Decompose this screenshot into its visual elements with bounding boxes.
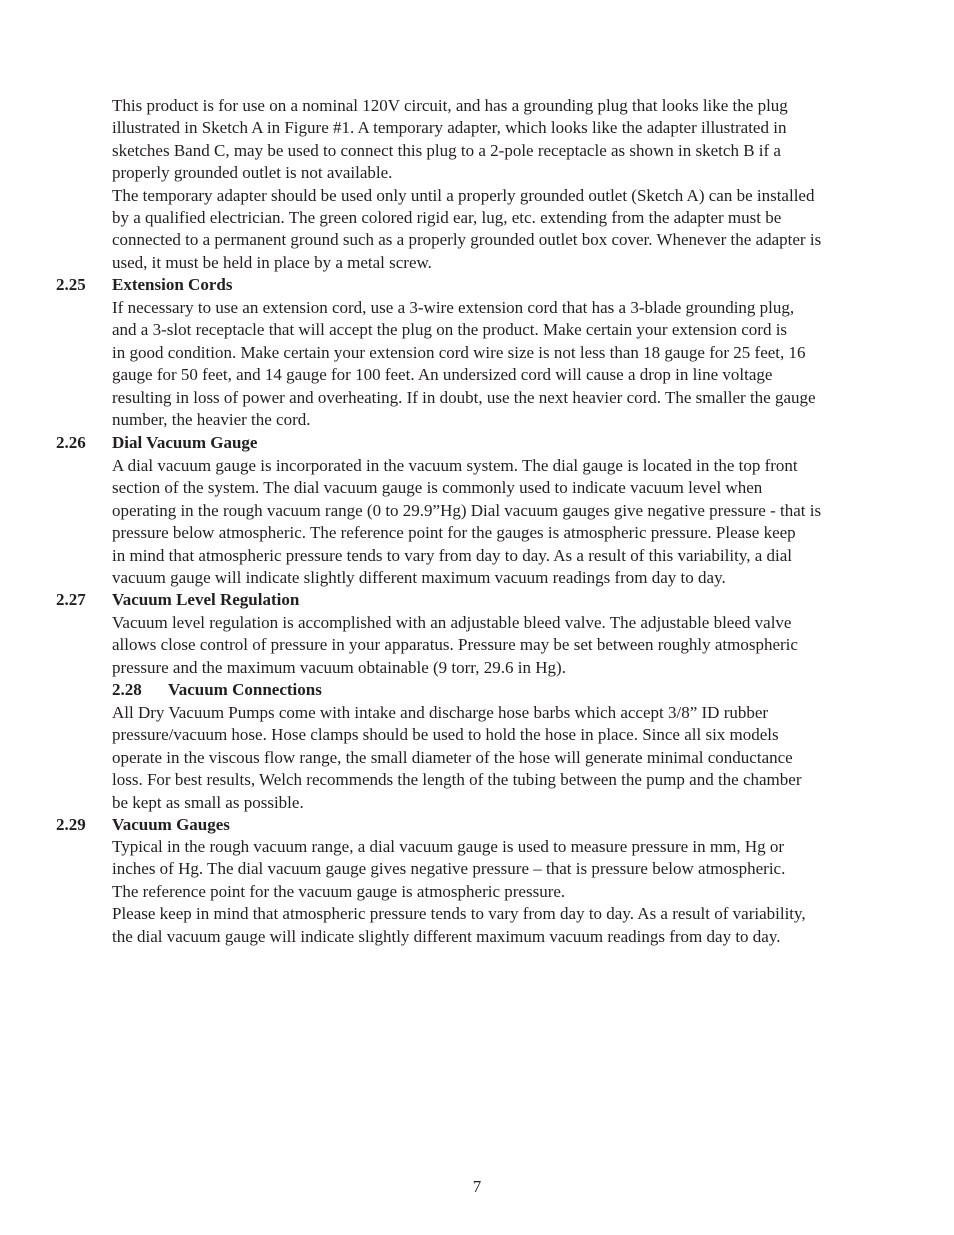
text-line: pressure/vacuum hose. Hose clamps should be used to hold the hose in place. Since all six models — [112, 725, 779, 745]
text-line: If necessary to use an extension cord, use a 3-wire extension cord that has a 3-blade grounding plug, — [112, 298, 795, 317]
page-number: 7 — [472, 1177, 482, 1196]
section-number: 2.29 — [56, 815, 86, 834]
section-number: 2.26 — [56, 433, 86, 452]
text-line: pressure and the maximum vacuum obtainable (9 torr, 29.6 in Hg). — [112, 657, 566, 677]
section-title: Vacuum Connections — [168, 680, 322, 699]
text-line: in mind that atmospheric pressure tends to vary from day to day. As a result of this variability, a dial — [112, 545, 792, 565]
text-line: All Dry Vacuum Pumps come with intake and discharge hose barbs which accept 3/8” ID rubber — [112, 703, 769, 722]
text-line: gauge for 50 feet, and 14 gauge for 100 feet. An undersized cord will cause a drop in line voltage — [112, 365, 773, 385]
text-line: connected to a permanent ground such as a properly grounded outlet box cover. Whenever the adapter is — [112, 230, 822, 250]
section-title: Vacuum Gauges — [112, 815, 230, 834]
text-line: properly grounded outlet is not available. — [112, 163, 393, 183]
text-line: This product is for use on a nominal 120V circuit, and has a grounding plug that looks like the plug — [112, 96, 788, 115]
section-body-2-29 — [112, 836, 912, 948]
section-number: 2.28 — [112, 680, 142, 699]
text-line: Please keep in mind that atmospheric pressure tends to vary from day to day. As a result of variability, — [112, 904, 806, 924]
text-line: loss. For best results, Welch recommends the length of the tubing between the pump and the chamber — [112, 770, 802, 790]
text-line: The reference point for the vacuum gauge is atmospheric pressure. — [112, 881, 566, 901]
intro-paragraph — [112, 95, 912, 274]
section-body-2-26 — [112, 455, 912, 589]
text-line: number, the heavier the cord. — [112, 409, 311, 429]
text-line: Vacuum level regulation is accomplished with an adjustable bleed valve. The adjustable bleed valve — [112, 613, 792, 632]
text-line: the dial vacuum gauge will indicate slightly different maximum vacuum readings from day to day. — [112, 926, 781, 946]
section-title: Dial Vacuum Gauge — [112, 433, 258, 452]
text-line: operating in the rough vacuum range (0 to 29.9”Hg) Dial vacuum gauges give negative pressure - that is — [112, 500, 822, 520]
section-body-2-28 — [112, 702, 912, 814]
text-line: used, it must be held in place by a metal screw. — [112, 252, 432, 272]
section-number: 2.27 — [56, 590, 86, 609]
section-body-2-27 — [112, 612, 912, 679]
text-line: A dial vacuum gauge is incorporated in the vacuum system. The dial gauge is located in the top front — [112, 456, 798, 475]
text-line: pressure below atmospheric. The reference point for the gauges is atmospheric pressure. Please keep — [112, 523, 796, 543]
text-line: vacuum gauge will indicate slightly different maximum vacuum readings from day to day. — [112, 567, 726, 587]
text-line: by a qualified electrician. The green colored rigid ear, lug, etc. extending from the adapter must be — [112, 207, 782, 227]
section-title: Extension Cords — [112, 275, 233, 294]
text-line: resulting in loss of power and overheating. If in doubt, use the next heavier cord. The smaller the gauge — [112, 387, 816, 407]
text-line: inches of Hg. The dial vacuum gauge gives negative pressure – that is pressure below atmospheric. — [112, 859, 786, 879]
text-line: in good condition. Make certain your extension cord wire size is not less than 18 gauge for 25 feet, 16 — [112, 342, 806, 362]
text-line: illustrated in Sketch A in Figure #1. A temporary adapter, which looks like the adapter illustrated in — [112, 118, 787, 138]
section-number: 2.25 — [56, 275, 86, 294]
text-line: and a 3-slot receptacle that will accept the plug on the product. Make certain your extension cord is — [112, 320, 788, 340]
text-line: Typical in the rough vacuum range, a dial vacuum gauge is used to measure pressure in mm, Hg or — [112, 837, 785, 856]
text-line: section of the system. The dial vacuum gauge is commonly used to indicate vacuum level when — [112, 478, 763, 498]
text-line: allows close control of pressure in your apparatus. Pressure may be set between roughly atmospheric — [112, 635, 798, 655]
section-body-2-25 — [112, 297, 912, 431]
section-title: Vacuum Level Regulation — [112, 590, 300, 609]
text-line: operate in the viscous flow range, the small diameter of the hose will generate minimal conductance — [112, 747, 793, 767]
text-line: sketches Band C, may be used to connect this plug to a 2-pole receptacle as shown in sketch B if a — [112, 140, 781, 160]
text-line: be kept as small as possible. — [112, 792, 304, 812]
text-line: The temporary adapter should be used only until a properly grounded outlet (Sketch A) can be installed — [112, 185, 815, 205]
